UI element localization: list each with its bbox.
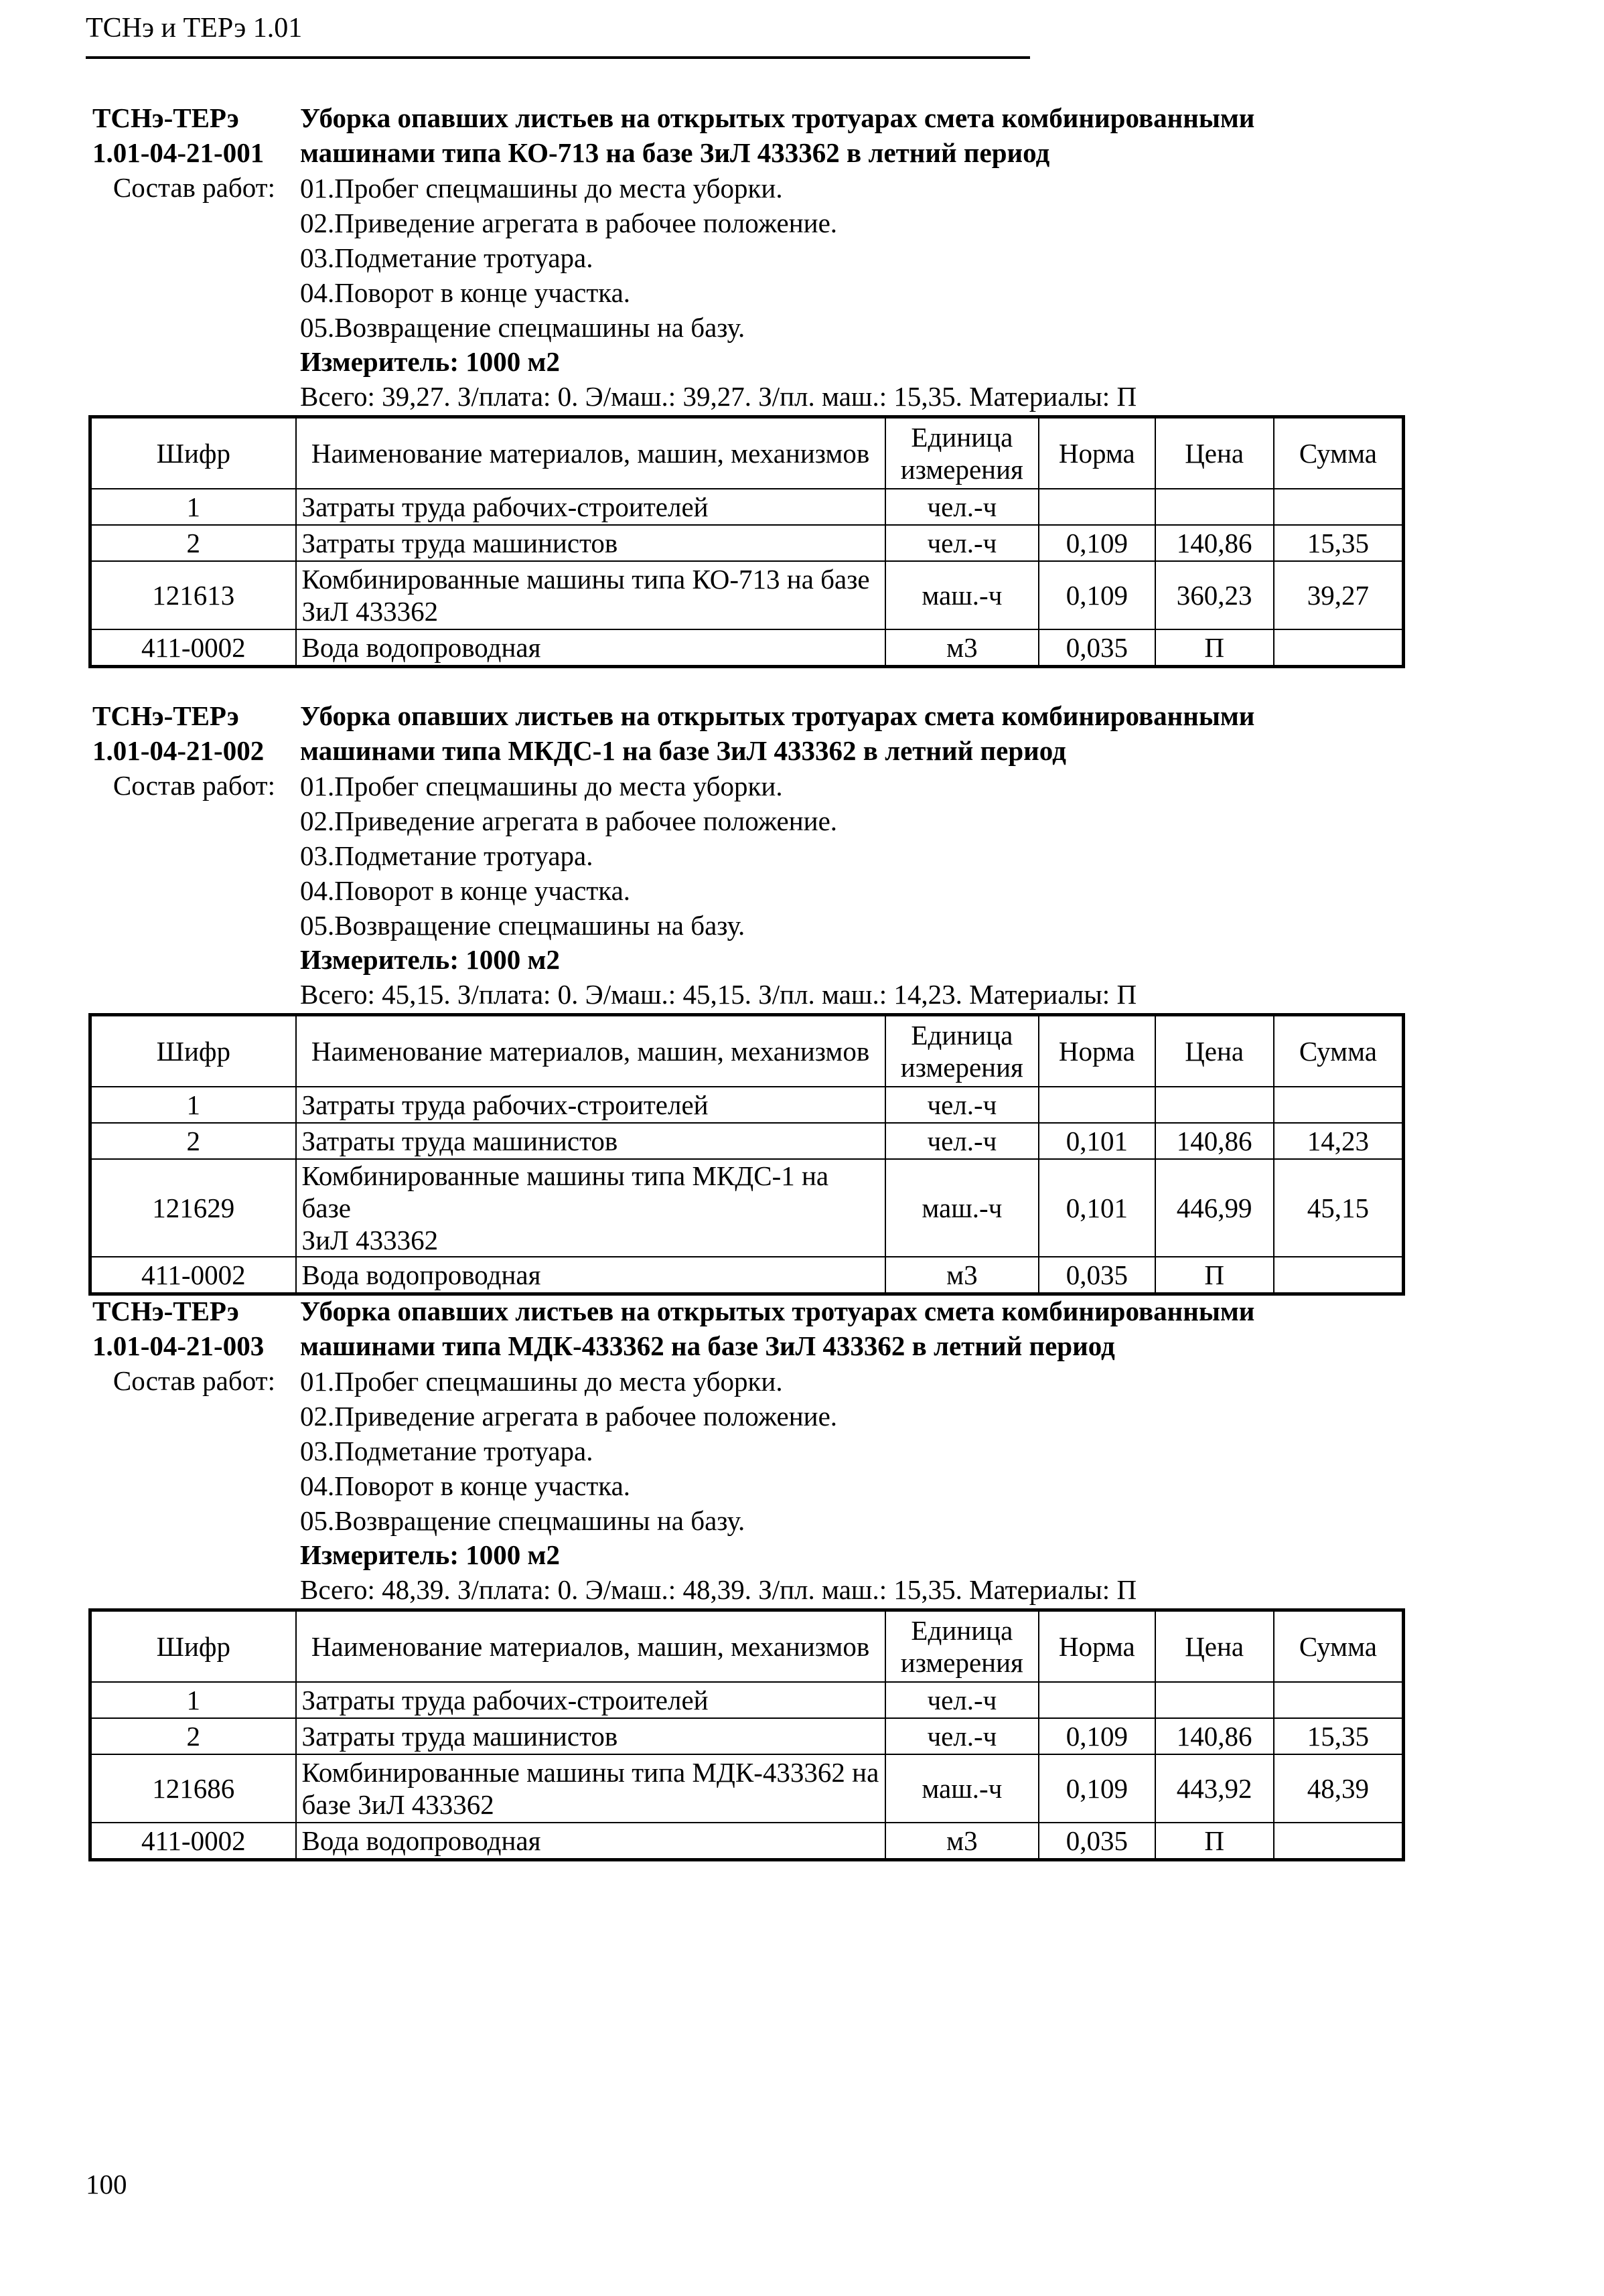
cell-sum [1274,1682,1404,1718]
cell-norm: 0,109 [1039,1754,1155,1823]
header-rule [86,56,1030,59]
cell-name: Затраты труда рабочих-строителей [296,489,885,525]
table-row [90,1754,1404,1823]
table-row [90,1087,1404,1123]
cell-code: 121686 [90,1754,296,1823]
table-row [90,1682,1404,1718]
cell-unit: маш.-ч [885,1159,1039,1257]
work-step: 05.Возвращение спецмашины на базу. [300,1505,745,1536]
cell-unit: чел.-ч [885,525,1039,561]
cell-code: 121613 [90,561,296,629]
col-header-name: Наименование материалов, машин, механизмов [296,417,885,489]
cell-norm: 0,109 [1039,561,1155,629]
work-composition-label: Состав работ: [113,1365,275,1396]
work-step: 02.Приведение агрегата в рабочее положение. [300,806,838,836]
resources-table [88,415,1405,668]
col-header-sum: Сумма [1274,1610,1404,1683]
unit-header-line-1: Единица [911,1020,1013,1051]
work-composition-label: Состав работ: [113,172,275,203]
cell-unit: чел.-ч [885,1682,1039,1718]
cell-sum [1274,1823,1404,1860]
unit-header-line-2: измерения [900,1052,1023,1083]
cell-code: 2 [90,1123,296,1159]
measurement-unit: Измеритель: 1000 м2 [300,1539,560,1570]
cell-unit: м3 [885,1823,1039,1860]
resources-table [88,1013,1405,1296]
cell-code: 411-0002 [90,1823,296,1860]
col-header-norm: Норма [1039,417,1155,489]
cell-code: 1 [90,489,296,525]
col-header-name: Наименование материалов, машин, механизмов [296,1610,885,1683]
cell-norm [1039,489,1155,525]
cell-norm [1039,1682,1155,1718]
cell-norm: 0,035 [1039,1257,1155,1294]
page-number: 100 [86,2169,127,2200]
cell-norm: 0,035 [1039,1823,1155,1860]
cell-norm: 0,101 [1039,1159,1155,1257]
work-step: 01.Пробег спецмашины до места уборки. [300,771,783,801]
cell-name: Затраты труда машинистов [296,525,885,561]
cell-code: 1 [90,1087,296,1123]
unit-header-line-1: Единица [911,422,1013,453]
table-header-row [90,1015,1404,1087]
cell-unit: маш.-ч [885,1754,1039,1823]
col-header-unit [885,417,1039,489]
cell-unit: чел.-ч [885,1718,1039,1754]
measurement-unit: Измеритель: 1000 м2 [300,944,560,975]
estimate-code-prefix: ТСНэ-ТЕРэ [92,700,239,731]
table-row [90,629,1404,667]
cell-sum: 15,35 [1274,525,1404,561]
cell-name-line-2: ЗиЛ 433362 [301,596,439,627]
running-title: ТСНэ и ТЕРэ 1.01 [86,13,303,44]
cell-name: Затраты труда рабочих-строителей [296,1682,885,1718]
measurement-unit: Измеритель: 1000 м2 [300,346,560,377]
table-row [90,1159,1404,1257]
estimate-title-line-2: машинами типа МДК-433362 на базе ЗиЛ 433362 в летний период [300,1330,1115,1361]
work-steps-list [300,769,837,943]
work-step: 05.Возвращение спецмашины на базу. [300,312,745,343]
cell-sum [1274,1087,1404,1123]
totals-line: Всего: 45,15. З/плата: 0. Э/маш.: 45,15. З/пл. маш.: 14,23. Материалы: П [300,979,1137,1010]
cell-price: 446,99 [1155,1159,1274,1257]
col-header-code: Шифр [90,1610,296,1683]
cell-name: Затраты труда рабочих-строителей [296,1087,885,1123]
estimate-code-prefix: ТСНэ-ТЕРэ [92,1296,239,1326]
cell-price [1155,489,1274,525]
cell-code: 411-0002 [90,629,296,667]
cell-sum [1274,1257,1404,1294]
cell-name-line-2: базе ЗиЛ 433362 [301,1789,494,1820]
cell-unit: чел.-ч [885,489,1039,525]
estimate-title-line-2: машинами типа МКДС-1 на базе ЗиЛ 433362 в летний период [300,735,1066,766]
cell-name-line-2: ЗиЛ 433362 [301,1225,439,1255]
cell-name: Вода водопроводная [296,1257,885,1294]
cell-name [296,1159,885,1257]
work-composition-label: Состав работ: [113,770,275,801]
cell-price: П [1155,1823,1274,1860]
col-header-unit [885,1610,1039,1683]
col-header-norm: Норма [1039,1015,1155,1087]
col-header-name: Наименование материалов, машин, механизмов [296,1015,885,1087]
col-header-price: Цена [1155,1015,1274,1087]
estimate-code-prefix: ТСНэ-ТЕРэ [92,102,239,133]
cell-name: Затраты труда машинистов [296,1718,885,1754]
cell-norm [1039,1087,1155,1123]
cell-name-line-1: Комбинированные машины типа МДК-433362 на [301,1757,879,1788]
work-step: 03.Подметание тротуара. [300,1436,593,1466]
table-header-row [90,417,1404,489]
cell-price: 140,86 [1155,525,1274,561]
estimate-title-line-2: машинами типа КО-713 на базе ЗиЛ 433362 в летний период [300,137,1050,168]
work-steps-list [300,1365,837,1539]
work-step: 04.Поворот в конце участка. [300,1470,631,1501]
cell-norm: 0,035 [1039,629,1155,667]
cell-price: 360,23 [1155,561,1274,629]
work-step: 03.Подметание тротуара. [300,840,593,871]
work-step: 01.Пробег спецмашины до места уборки. [300,173,783,204]
work-step: 01.Пробег спецмашины до места уборки. [300,1366,783,1397]
cell-price: П [1155,629,1274,667]
estimate-title-line-1: Уборка опавших листьев на открытых тротуарах смета комбинированными [300,700,1255,731]
cell-name [296,561,885,629]
estimate-title-line-1: Уборка опавших листьев на открытых тротуарах смета комбинированными [300,102,1255,133]
cell-norm: 0,109 [1039,525,1155,561]
table-row [90,1123,1404,1159]
cell-name: Затраты труда машинистов [296,1123,885,1159]
work-step: 05.Возвращение спецмашины на базу. [300,910,745,941]
cell-name: Вода водопроводная [296,629,885,667]
work-step: 04.Поворот в конце участка. [300,875,631,906]
cell-sum: 45,15 [1274,1159,1404,1257]
table-row [90,489,1404,525]
cell-unit: м3 [885,629,1039,667]
cell-name-line-1: Комбинированные машины типа КО-713 на базе [301,564,870,595]
col-header-code: Шифр [90,1015,296,1087]
cell-name [296,1754,885,1823]
cell-unit: чел.-ч [885,1123,1039,1159]
col-header-unit [885,1015,1039,1087]
work-step: 04.Поворот в конце участка. [300,277,631,308]
table-row [90,1823,1404,1860]
cell-price: П [1155,1257,1274,1294]
cell-price: 140,86 [1155,1123,1274,1159]
estimate-code-number: 1.01-04-21-001 [92,137,265,168]
cell-name-line-1: Комбинированные машины типа МКДС-1 на базе [301,1160,829,1223]
cell-sum: 48,39 [1274,1754,1404,1823]
table-row [90,1718,1404,1754]
table-header-row [90,1610,1404,1683]
totals-line: Всего: 48,39. З/плата: 0. Э/маш.: 48,39. З/пл. маш.: 15,35. Материалы: П [300,1574,1137,1605]
col-header-sum: Сумма [1274,1015,1404,1087]
unit-header-line-2: измерения [900,1647,1023,1678]
cell-price: 140,86 [1155,1718,1274,1754]
unit-header-line-2: измерения [900,454,1023,485]
cell-code: 411-0002 [90,1257,296,1294]
col-header-sum: Сумма [1274,417,1404,489]
cell-norm: 0,101 [1039,1123,1155,1159]
estimate-code-number: 1.01-04-21-003 [92,1330,265,1361]
cell-code: 121629 [90,1159,296,1257]
cell-sum: 39,27 [1274,561,1404,629]
estimate-code-number: 1.01-04-21-002 [92,735,265,766]
col-header-price: Цена [1155,1610,1274,1683]
table-row [90,1257,1404,1294]
cell-price: 443,92 [1155,1754,1274,1823]
col-header-norm: Норма [1039,1610,1155,1683]
unit-header-line-1: Единица [911,1615,1013,1646]
work-step: 02.Приведение агрегата в рабочее положение. [300,1401,838,1432]
cell-norm: 0,109 [1039,1718,1155,1754]
estimate-title-line-1: Уборка опавших листьев на открытых тротуарах смета комбинированными [300,1296,1255,1326]
cell-sum: 14,23 [1274,1123,1404,1159]
cell-name: Вода водопроводная [296,1823,885,1860]
table-row [90,561,1404,629]
cell-price [1155,1682,1274,1718]
cell-unit: м3 [885,1257,1039,1294]
col-header-price: Цена [1155,417,1274,489]
cell-price [1155,1087,1274,1123]
cell-sum [1274,489,1404,525]
cell-unit: маш.-ч [885,561,1039,629]
cell-code: 1 [90,1682,296,1718]
col-header-code: Шифр [90,417,296,489]
work-step: 03.Подметание тротуара. [300,242,593,273]
cell-sum [1274,629,1404,667]
resources-table [88,1608,1405,1861]
cell-unit: чел.-ч [885,1087,1039,1123]
cell-code: 2 [90,1718,296,1754]
cell-code: 2 [90,525,296,561]
work-step: 02.Приведение агрегата в рабочее положение. [300,208,838,238]
work-steps-list [300,171,837,346]
totals-line: Всего: 39,27. З/плата: 0. Э/маш.: 39,27. З/пл. маш.: 15,35. Материалы: П [300,381,1137,412]
cell-sum: 15,35 [1274,1718,1404,1754]
table-row [90,525,1404,561]
